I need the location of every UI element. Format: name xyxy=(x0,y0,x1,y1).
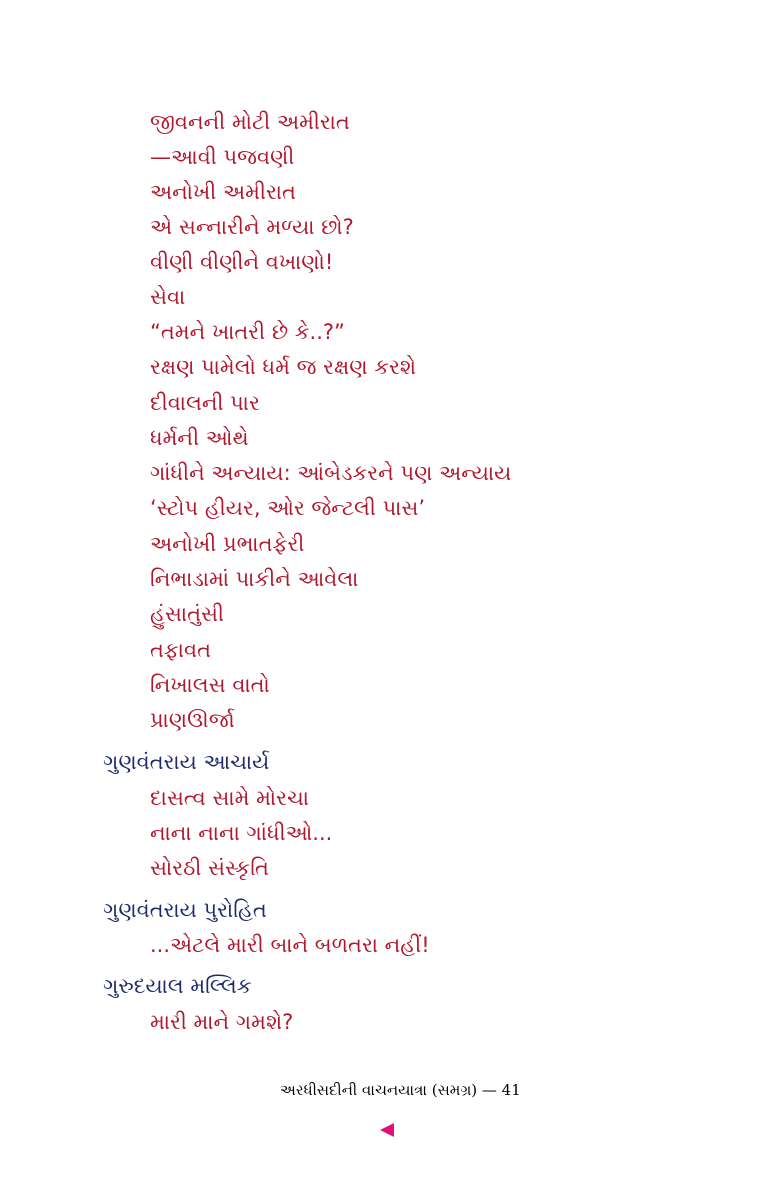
toc-entry[interactable]: સોરઠી સંસ્કૃતિ xyxy=(150,856,269,880)
toc-entry[interactable]: અનોખી અમીરાત xyxy=(150,180,296,204)
toc-entry[interactable]: મારી માને ગમશે? xyxy=(150,1010,294,1034)
toc-entry[interactable]: દીવાલની પાર xyxy=(150,391,260,415)
footer-text: અરધીસદીની વાચનયાત્રા (સમગ્ર) — 41 xyxy=(280,1081,521,1099)
author-heading: ગુરુદયાલ મલ્લિક xyxy=(103,974,252,998)
toc-entry[interactable]: રક્ષણ પામેલો ધર્મ જ રક્ષણ કરશે xyxy=(150,355,417,379)
toc-entry[interactable]: ...એટલે મારી બાને બળતરા નહીં! xyxy=(150,933,430,957)
toc-entry[interactable]: હુંસાતુંસી xyxy=(150,602,225,626)
back-arrow-icon[interactable] xyxy=(380,1123,394,1137)
author-heading: ગુણવંતરાય પુરોહિત xyxy=(103,898,267,922)
toc-entry[interactable]: વીણી વીણીને વખાણો! xyxy=(150,250,334,274)
toc-entry[interactable]: ધર્મની ઓથે xyxy=(150,426,249,450)
toc-entry[interactable]: સેવા xyxy=(150,285,186,309)
toc-entry[interactable]: એ સન્નારીને મળ્યા છો? xyxy=(150,215,354,239)
toc-entry[interactable]: અનોખી પ્રભાતફેરી xyxy=(150,532,305,556)
toc-entry[interactable]: દાસત્વ સામે મોરચા xyxy=(150,786,309,810)
toc-entry[interactable]: તફાવત xyxy=(150,638,212,662)
toc-entry[interactable]: —આવી પજવણી xyxy=(150,145,295,169)
toc-entry[interactable]: ગાંધીને અન્યાય: આંબેડકરને પણ અન્યાય xyxy=(150,461,512,485)
toc-entry[interactable]: ‘સ્ટોપ હીયર, ઓર જેન્ટલી પાસ’ xyxy=(150,496,426,520)
toc-entry[interactable]: જીવનની મોટી અમીરાત xyxy=(150,110,350,134)
author-heading: ગુણવંતરાય આચાર્ય xyxy=(103,750,270,774)
toc-entry[interactable]: પ્રાણઊર્જા xyxy=(150,708,235,732)
toc-entry[interactable]: નિભાડામાં પાકીને આવેલા xyxy=(150,567,359,591)
toc-entry[interactable]: નાના નાના ગાંધીઓ... xyxy=(150,821,333,845)
toc-entry[interactable]: નિખાલસ વાતો xyxy=(150,673,270,697)
toc-entry[interactable]: “તમને ખાતરી છે કે..?” xyxy=(150,320,345,344)
